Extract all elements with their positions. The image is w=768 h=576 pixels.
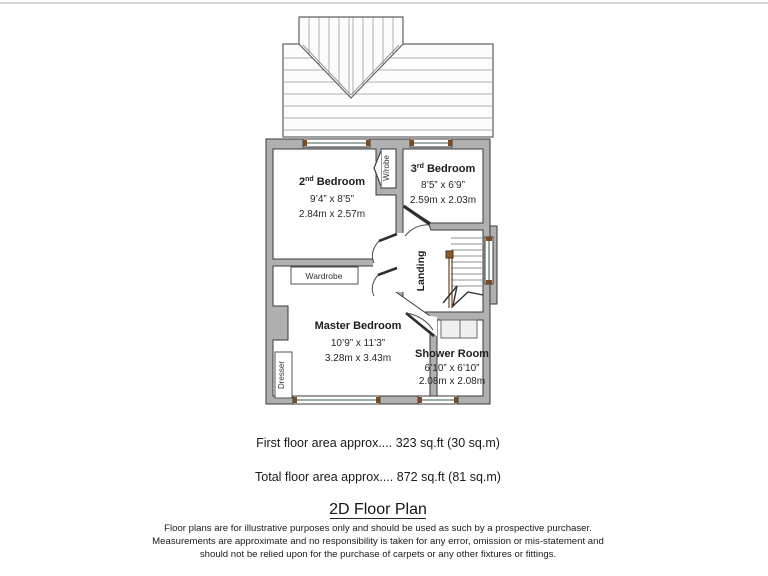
disclaimer-line-2: Measurements are approximate and no responsibility is taken for any error, omission or mis-statement and — [152, 536, 604, 547]
bed2-imperial: 9’4” x 8’5” — [310, 194, 354, 205]
disclaimer-line-3: should not be relied upon for the purchase of carpets or any other fixtures or fittings. — [199, 549, 557, 560]
disclaimer-line-1: Floor plans are for illustrative purposes only and should be used as such by a prospective purchaser. — [164, 523, 592, 534]
shower-name: Shower Room — [415, 348, 489, 360]
shower-imperial: 6’10” x 6’10” — [424, 363, 480, 374]
window-bed3 — [410, 139, 452, 147]
window-shower — [418, 396, 458, 404]
total-floor-area: Total floor area approx.... 872 sq.ft (81 sq.m) — [255, 470, 501, 484]
dresser-label: Dresser — [277, 360, 286, 390]
bed3-name: 3rd Bedroom — [410, 163, 476, 175]
bed3-metric: 2.59m x 2.03m — [409, 195, 477, 206]
landing-label: Landing — [415, 250, 427, 292]
wardrobe-label: Wardrobe — [305, 271, 343, 281]
footer — [152, 501, 604, 560]
first-floor-area: First floor area approx.... 323 sq.ft (30 sq.m) — [256, 436, 500, 450]
shower-tray — [441, 320, 477, 338]
master-metric: 3.28m x 3.43m — [324, 353, 392, 364]
window-landing — [485, 237, 493, 284]
area-summary — [255, 436, 501, 484]
window-master — [293, 396, 380, 404]
roof-outline — [283, 17, 493, 137]
bed2-metric: 2.84m x 2.57m — [298, 209, 366, 220]
window-bed2 — [303, 139, 370, 147]
master-imperial: 10’9” x 11’3” — [330, 338, 386, 349]
bed3-imperial: 8’5” x 6’9” — [421, 180, 465, 191]
bed2-name: 2nd Bedroom — [298, 176, 366, 188]
shower-metric: 2.08m x 2.08m — [418, 376, 486, 387]
master-name: Master Bedroom — [314, 320, 402, 332]
stairs-newel-post — [446, 251, 453, 258]
wrobe-label: W/robe — [382, 155, 391, 181]
footer-title: 2D Floor Plan — [329, 501, 427, 518]
